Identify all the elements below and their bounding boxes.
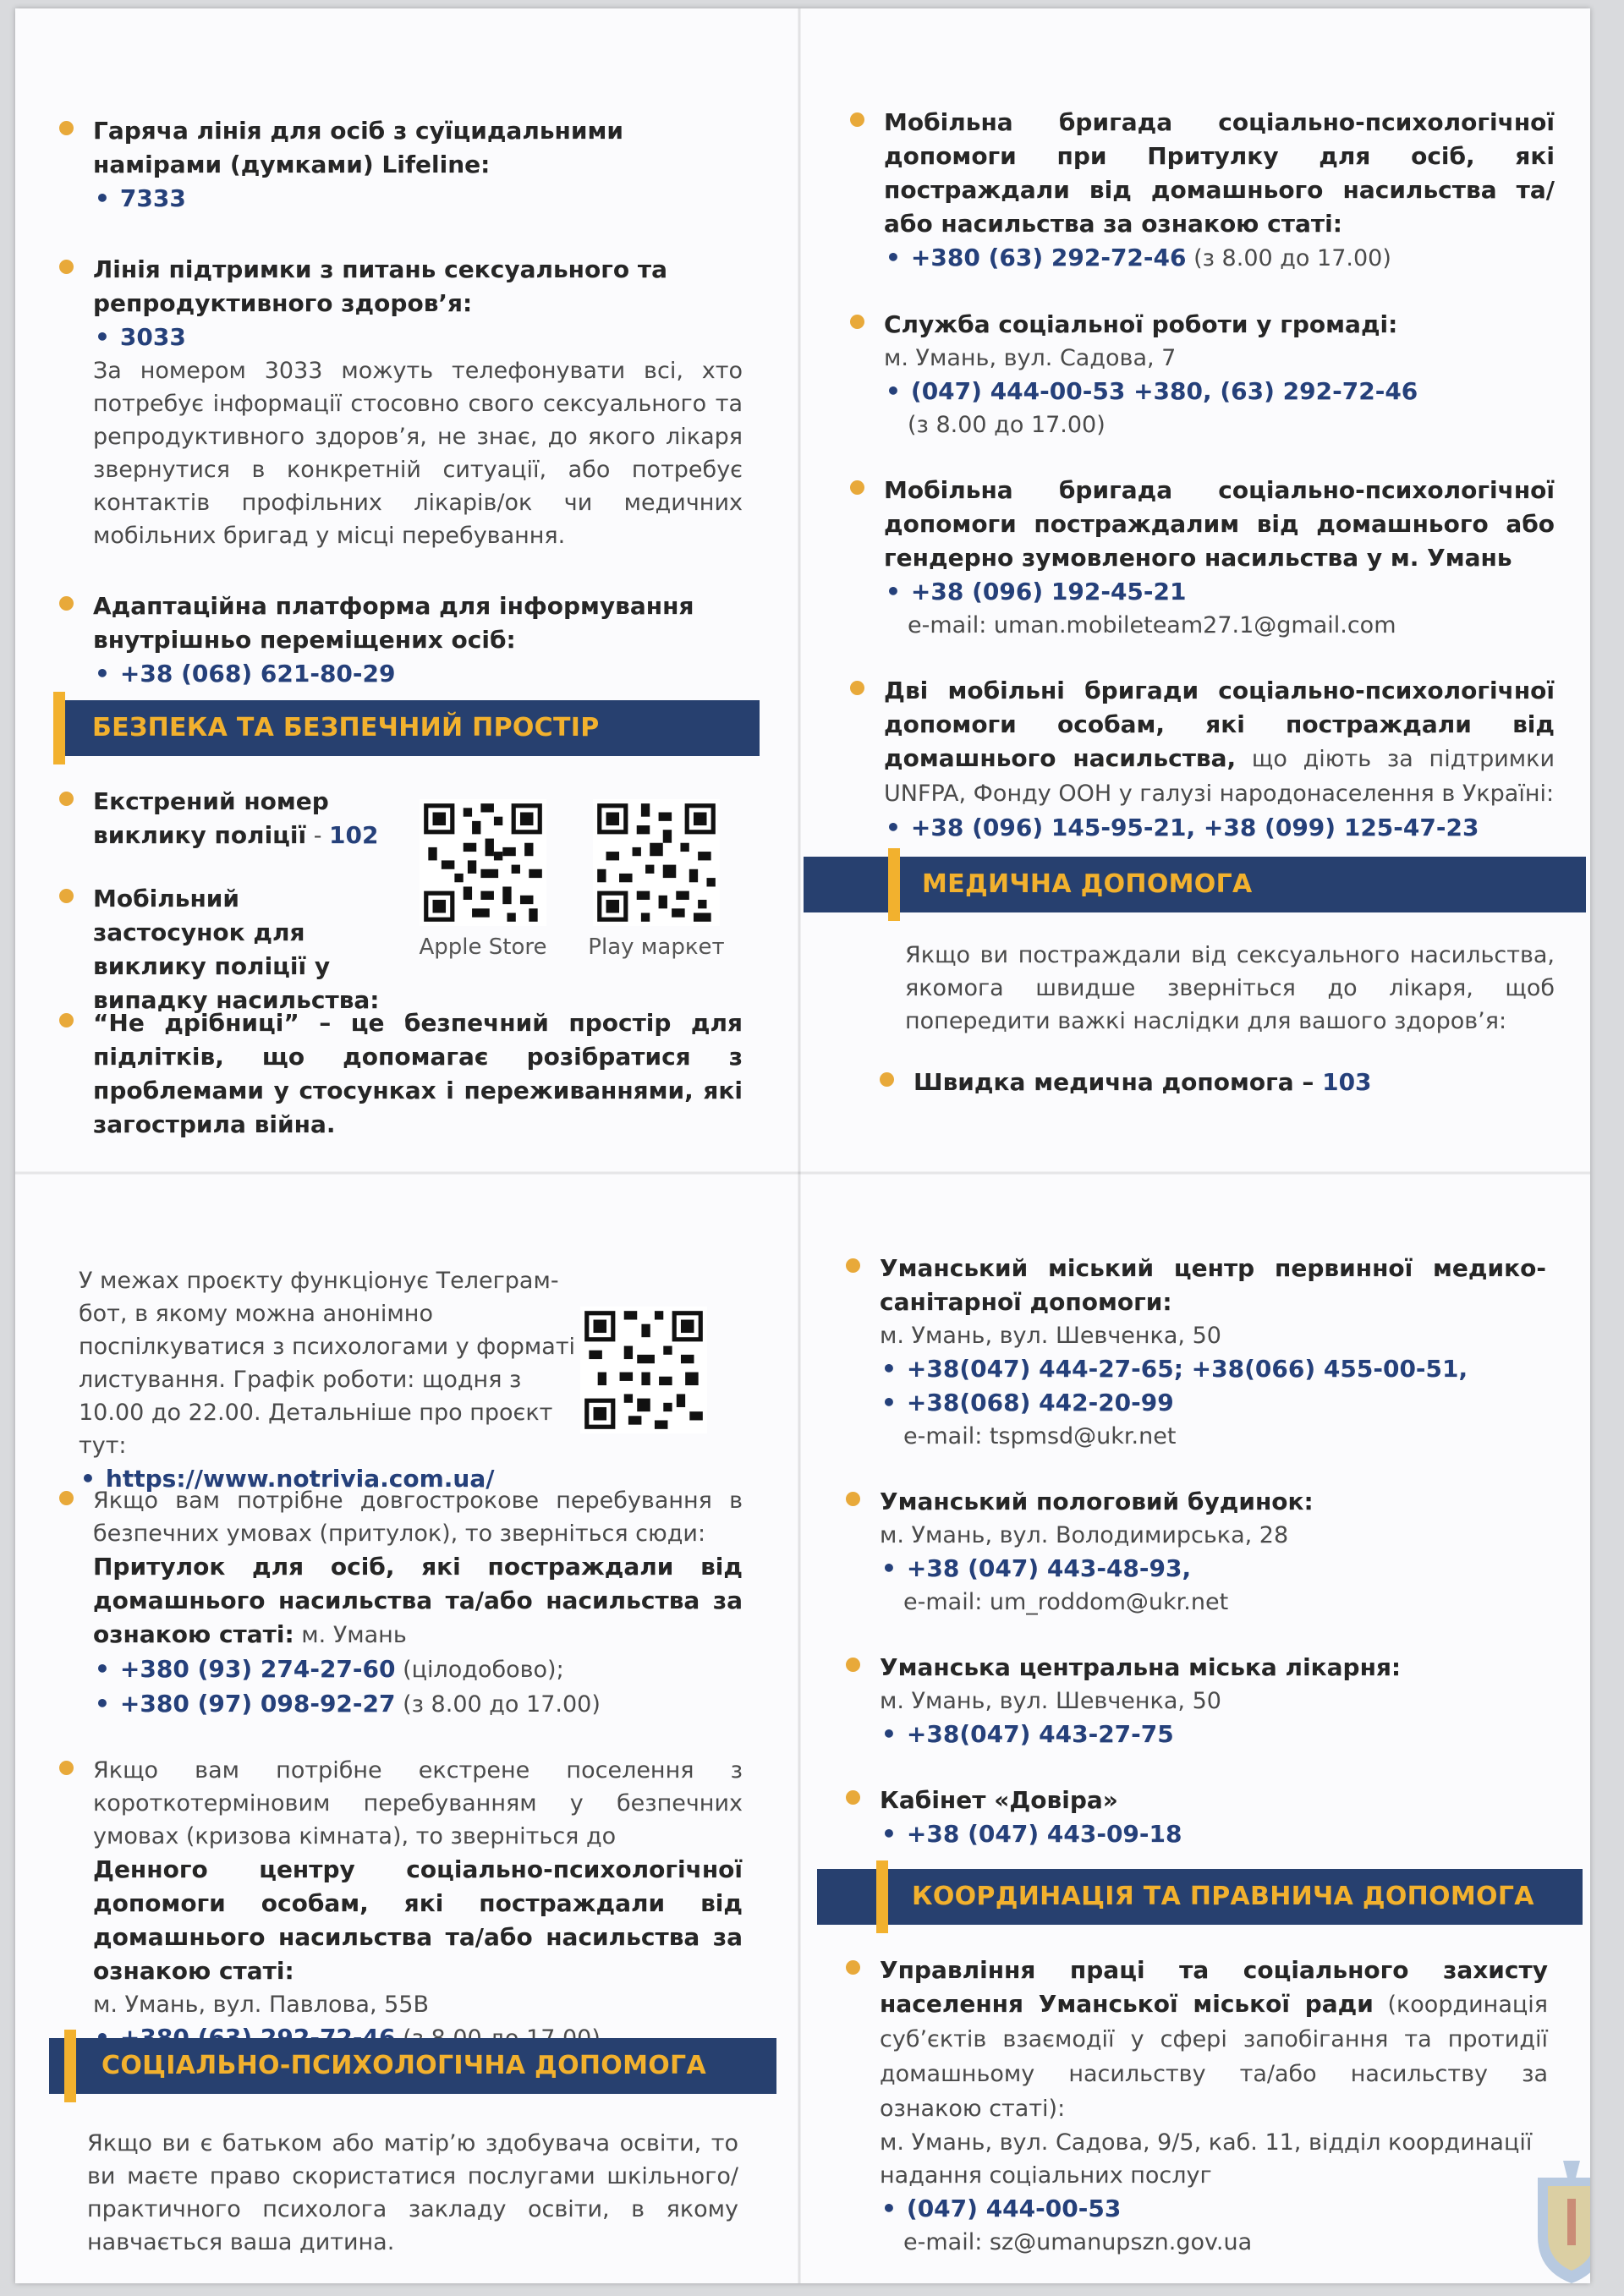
coord-phone[interactable]: • (047) 444-00-53: [881, 2195, 1122, 2222]
maternity-title: Уманський пологовий будинок:: [880, 1488, 1314, 1515]
vertical-fold: [798, 8, 801, 2283]
bullet-dot: [59, 260, 74, 274]
idp-platform-phone[interactable]: • +38 (068) 621-80-29: [95, 660, 396, 688]
hospital-item: [836, 1651, 1546, 1751]
sexual-health-phone[interactable]: • 3033: [95, 323, 186, 351]
coord-item: [836, 1954, 1548, 2259]
social-service-phone[interactable]: • (047) 444-00-53 +380, (63) 292-72-46: [886, 377, 1418, 405]
ne-dribnytsi-text: “Не дрібниці” – це безпечний простір для підлітків, що допомагає розібратися з проблемами у стосунках і переживаннями, які загострила війна.: [93, 1009, 743, 1138]
shelter-block: [49, 1484, 743, 2085]
maternity-email[interactable]: e-mail: um_roddom@ukr.net: [903, 1589, 1229, 1615]
crisis-room-title: Денного центру соціально-психологічної допомоги особам, які постраждали від домашнього насильства та/або насильства за ознакою статі:: [93, 1855, 743, 1985]
accent-bar: [876, 1860, 888, 1933]
left-top-column: [49, 114, 743, 720]
qr-code-apple[interactable]: [420, 799, 546, 926]
bullet-dot: [59, 889, 74, 903]
medical-section-header: [804, 857, 1586, 912]
bullet-dot: [59, 596, 74, 611]
psych-section-header: [49, 2038, 776, 2094]
coord-section-title: КООРДИНАЦІЯ ТА ПРАВНИЧА ДОПОМОГА: [912, 1882, 1534, 1911]
shelter-phone-2[interactable]: • +380 (97) 098-92-27 (з 8.00 до 17.00): [95, 1690, 601, 1718]
mobile-shelter-title: Мобільна бригада соціально-психологічної допомоги при Притулку для осіб, які постраждали від домашнього насильства та/або насильства за ознакою статі:: [884, 108, 1555, 238]
bullet-dot: [846, 1790, 860, 1805]
primary-care-item: [836, 1252, 1546, 1453]
mobile-shelter-phone[interactable]: • +380 (63) 292-72-46 (з 8.00 до 17.00): [886, 244, 1391, 271]
shelter-phone-1[interactable]: • +380 (93) 274-27-60 (цілодобово);: [95, 1655, 564, 1683]
police-item: Екстрений номер виклику поліції - 102: [49, 785, 387, 853]
bullet-dot: [850, 315, 864, 329]
bullet-dot: [850, 480, 864, 495]
coord-title: Управління праці та соціального захисту населення Уманської міської ради: [880, 1956, 1548, 2018]
bullet-dot: [846, 1960, 860, 1975]
unfpa-title: Дві мобільні бригади соціально-психологічної допомоги особам, які постраждали від домашнього насильства,: [884, 677, 1555, 772]
psych-block: [87, 2127, 738, 2259]
idp-platform-title: Адаптаційна платформа для інформування внутрішньо переміщених осіб:: [93, 592, 694, 654]
mobile-gender-item: [840, 474, 1555, 642]
ambulance-title: Швидка медична допомога –: [914, 1068, 1323, 1096]
bullet-dot: [59, 1761, 74, 1775]
social-service-hours: (з 8.00 до 17.00): [908, 412, 1106, 438]
medical-text: Якщо ви постраждали від сексуального насильства, якомога швидше зверніться до лікаря, щоб попередити важкі наслідки для вашого здоров’я:: [905, 942, 1555, 1034]
lifeline-title: Гаряча лінія для осіб з суїцидальними намірами (думками) Lifeline:: [93, 117, 624, 178]
maternity-item: [836, 1485, 1546, 1619]
ambulance-item: [870, 1066, 1555, 1099]
coord-section-header: [817, 1869, 1583, 1925]
dovira-item: [836, 1784, 1546, 1851]
police-title: Екстрений номер виклику поліції: [93, 787, 329, 849]
coord-block: [836, 1954, 1548, 2283]
ambulance-phone[interactable]: 103: [1322, 1068, 1372, 1096]
primary-care-email[interactable]: e-mail: tspmsd@ukr.net: [903, 1423, 1177, 1449]
ne-dribnytsi-item: [49, 1006, 743, 1142]
unfpa-phone[interactable]: • +38 (096) 145-95-21, +38 (099) 125-47-23: [886, 814, 1479, 841]
right-bottom-column: [836, 1252, 1546, 1880]
safety-section-title: БЕЗПЕКА ТА БЕЗПЕЧНИЙ ПРОСТІР: [92, 713, 600, 743]
bullet-dot: [59, 792, 74, 806]
accent-bar: [53, 692, 65, 764]
bullet-dot: [59, 1491, 74, 1505]
mobile-gender-title: Мобільна бригада соціально-психологічної допомоги постраждалим від домашнього або гендерно зумовленого насильства у м. Умань: [884, 476, 1555, 572]
hospital-address: м. Умань, вул. Шевченка, 50: [880, 1688, 1221, 1714]
unfpa-item: [840, 674, 1555, 845]
social-service-item: [840, 308, 1555, 441]
sexual-health-text: За номером 3033 можуть телефонувати всі, хто потребує інформації стосовно свого сексуального та репродуктивного здоров’я, не знає, до якого лікаря звернутися в конкретній ситуації, або потребує контактів профільних лікарів/ок чи медичних мобільних бригад у місці перебування.: [93, 358, 743, 549]
shelter-intro: Якщо вам потрібне довгострокове перебування в безпечних умовах (притулок), то зверніться сюди:: [93, 1488, 743, 1547]
safety-section-header: [53, 700, 760, 756]
telegram-block: [79, 1264, 578, 1496]
bullet-dot: [850, 681, 864, 695]
coat-of-arms-icon: [1529, 2152, 1590, 2283]
bullet-dot: [880, 1072, 894, 1087]
ne-dribnytsi-block: [49, 1006, 743, 1170]
shelter-city: м. Умань: [294, 1622, 407, 1648]
primary-care-phone-1[interactable]: • +38(047) 444-27-65; +38(066) 455-00-51,: [881, 1355, 1468, 1383]
bullet-dot: [850, 112, 864, 127]
qr-label-play: Play маркет: [588, 934, 725, 960]
right-top-column: [840, 106, 1555, 874]
sexual-health-title: Лінія підтримки з питань сексуального та репродуктивного здоров’я:: [93, 255, 667, 317]
maternity-address: м. Умань, вул. Володимирська, 28: [880, 1522, 1289, 1548]
social-service-address: м. Умань, вул. Садова, 7: [884, 345, 1177, 371]
shelter-title: Притулок для осіб, які постраждали від домашнього насильства та/або насильства за ознакою статі:: [93, 1553, 743, 1648]
mobile-gender-phone[interactable]: • +38 (096) 192-45-21: [886, 578, 1187, 606]
telegram-link[interactable]: • https://www.notrivia.com.ua/: [80, 1465, 495, 1493]
police-phone[interactable]: 102: [329, 821, 379, 849]
accent-bar: [64, 2030, 76, 2102]
bullet-dot: [59, 121, 74, 135]
bullet-dot: [846, 1492, 860, 1506]
medical-block: [905, 939, 1555, 1038]
horizontal-fold: [15, 1171, 1590, 1175]
lifeline-item: [49, 114, 743, 216]
primary-care-phone-2[interactable]: • +38(068) 442-20-99: [881, 1389, 1174, 1417]
crisis-room-address: м. Умань, вул. Павлова, 55В: [93, 1992, 429, 2018]
qr-code-telegram[interactable]: [580, 1307, 707, 1433]
mobile-gender-email[interactable]: e-mail: uman.mobileteam27.1@gmail.com: [908, 612, 1396, 638]
qr-code-play[interactable]: [593, 799, 720, 926]
psych-text: Якщо ви є батьком або матір’ю здобувача освіти, то ви маєте право скористатися послугами шкільного/практичного психолога закладу освіти, в якому навчається ваша дитина.: [87, 2130, 738, 2255]
maternity-phone[interactable]: • +38 (047) 443-48-93,: [881, 1554, 1192, 1582]
idp-platform-item: [49, 589, 743, 691]
police-app-title: Мобільний застосунок для виклику поліції у випадку насильства:: [93, 885, 380, 1014]
dovira-phone[interactable]: • +38 (047) 443-09-18: [881, 1820, 1182, 1848]
social-service-title: Служба соціальної роботи у громаді:: [884, 310, 1398, 338]
psych-section-title: СОЦІАЛЬНО-ПСИХОЛОГІЧНА ДОПОМОГА: [102, 2051, 706, 2080]
unfpa-text: що діють за підтримки UNFPA, Фонду ООН у галузі народонаселення в Україні:: [884, 746, 1555, 807]
bullet-dot: [846, 1658, 860, 1672]
ambulance-block: [870, 1066, 1555, 1128]
bullet-dot: [846, 1258, 860, 1273]
telegram-text: У межах проєкту функціонує Телеграм-бот, в якому можна анонімно поспілкуватися з психологами у форматі листування. Графік роботи: щодня з 10.00 до 22.00. Детальніше про проєкт тут:: [79, 1268, 576, 1459]
hospital-title: Уманська центральна міська лікарня:: [880, 1653, 1402, 1681]
sexual-health-item: [49, 253, 743, 552]
crisis-room-item: [49, 1754, 743, 2056]
police-app-item: [49, 882, 387, 1017]
coord-address: м. Умань, вул. Садова, 9/5, каб. 11, відділ координації надання соціальних послуг: [880, 2129, 1533, 2189]
coord-text: (координація суб’єктів взаємодії у сфері запобігання та протидії домашньому насильству та/або насильству за ознакою статі):: [880, 1992, 1549, 2122]
primary-care-address: м. Умань, вул. Шевченка, 50: [880, 1323, 1221, 1349]
mobile-shelter-item: [840, 106, 1555, 276]
dovira-title: Кабінет «Довіра»: [880, 1786, 1118, 1814]
accent-bar: [888, 848, 900, 921]
primary-care-title: Уманський міський центр первинної медико-санітарної допомоги:: [880, 1254, 1546, 1316]
bullet-dot: [59, 1013, 74, 1027]
qr-label-apple: Apple Store: [419, 934, 547, 960]
leaflet-sheet: [15, 8, 1590, 2283]
coord-email[interactable]: e-mail: sz@umanupszn.gov.ua: [903, 2229, 1253, 2255]
medical-section-title: МЕДИЧНА ДОПОМОГА: [922, 869, 1253, 899]
lifeline-phone[interactable]: • 7333: [95, 184, 186, 212]
crisis-room-intro: Якщо вам потрібне екстрене поселення з короткотерміновим перебуванням у безпечних умовах (кризова кімната), то зверніться до: [93, 1757, 743, 1849]
shelter-item: [49, 1484, 743, 1722]
hospital-phone[interactable]: • +38(047) 443-27-75: [881, 1720, 1174, 1748]
